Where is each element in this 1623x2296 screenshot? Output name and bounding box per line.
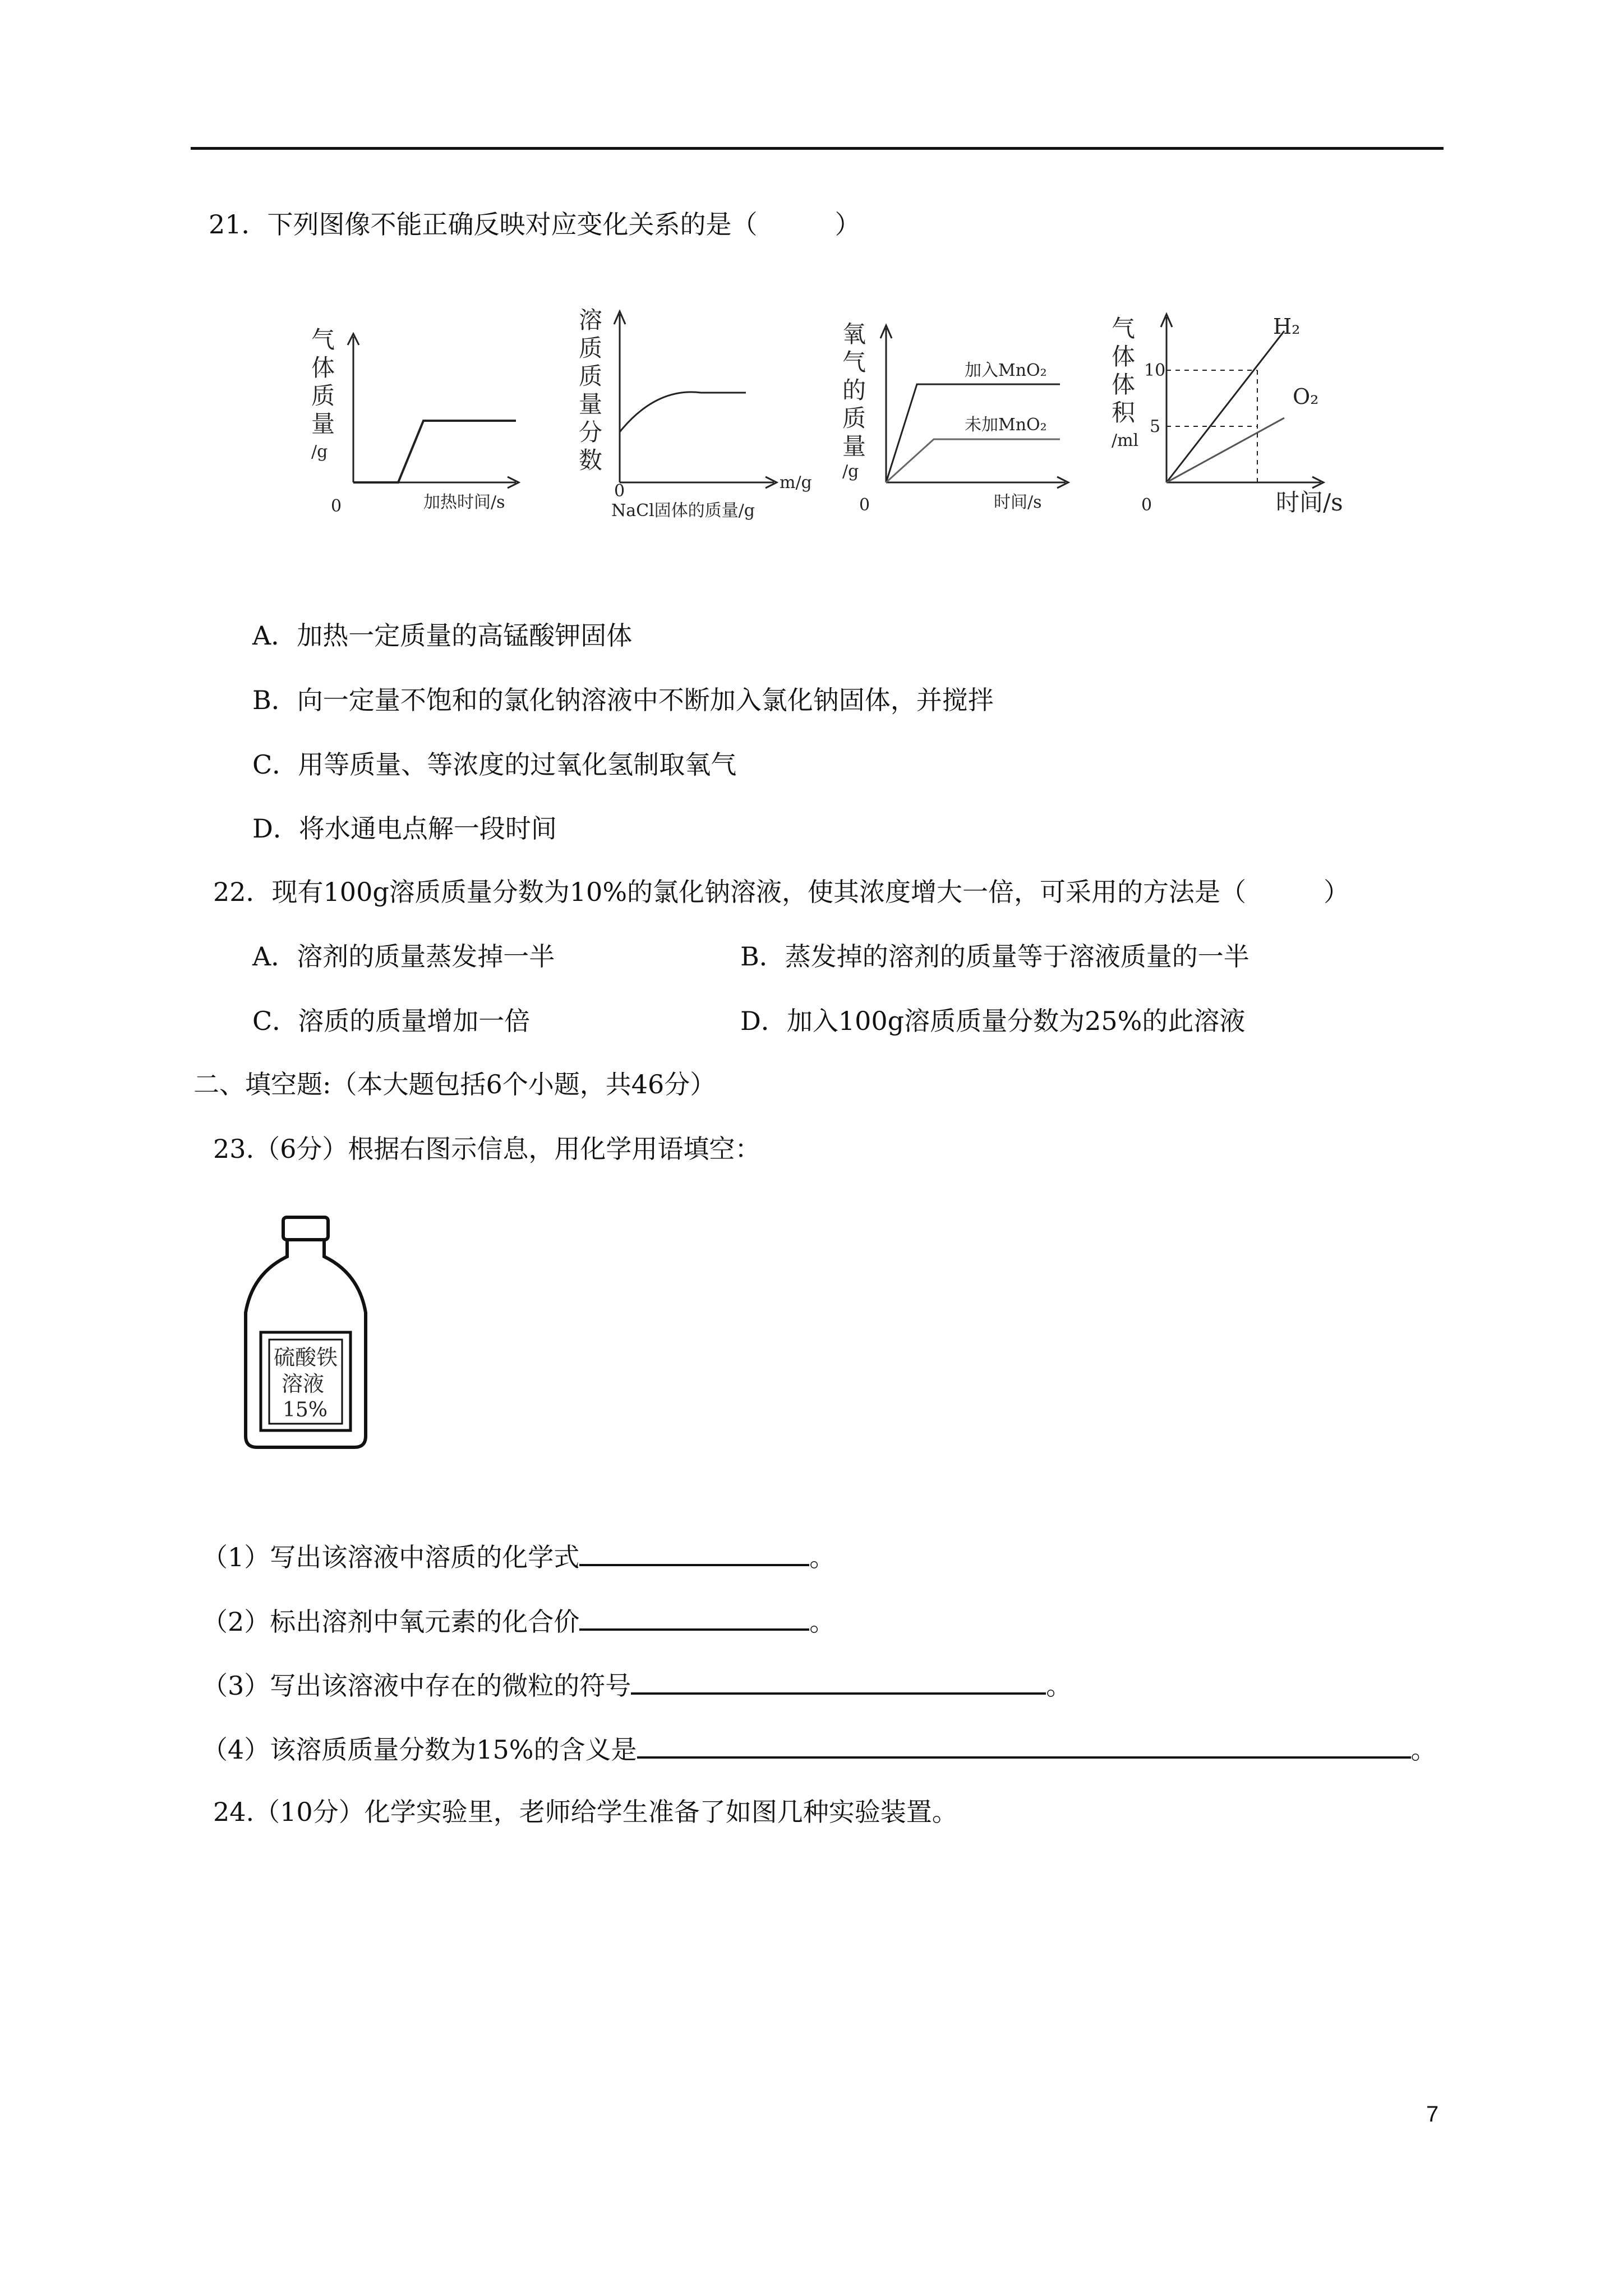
q23-item-3 — [202, 1668, 1072, 1703]
graph-4-origin: 0 — [1141, 495, 1152, 515]
q23-item-3-text: （3）写出该溶液中存在的微粒的符号 — [202, 1671, 631, 1701]
q21-option-d: D．将水通电点解一段时间 — [252, 813, 557, 844]
graph-2-ylabel-2: 质 — [579, 334, 603, 362]
q22-option-b: B．蒸发掉的溶剂的质量等于溶液质量的一半 — [740, 941, 1249, 972]
graph-1-curve — [353, 421, 516, 482]
q21-graph-4 — [1105, 306, 1368, 527]
bottle-label-line-3: 15% — [283, 1398, 328, 1421]
graph-1-xlabel: 加热时间/s — [423, 493, 505, 512]
graph-2-ylabel-3: 质 — [579, 362, 603, 390]
q23-item-2-end: 。 — [809, 1607, 836, 1637]
bottle-label-line-1: 硫酸铁 — [274, 1345, 338, 1370]
graph-3-ylabel-3: 的 — [842, 376, 866, 404]
q22-option-a: A．溶剂的质量蒸发掉一半 — [252, 941, 555, 972]
graph-4-tick-10: 10 — [1144, 361, 1166, 380]
q23-answer-2-blank[interactable] — [579, 1604, 809, 1631]
page-number: 7 — [1426, 2102, 1439, 2127]
q22-option-d: D．加入100g溶质质量分数为25%的此溶液 — [740, 1006, 1246, 1036]
graph-1-ylabel-3: 质 — [311, 382, 335, 409]
graph-3-ylabel-1: 氧 — [842, 320, 866, 348]
graph-3-label-no-mno2: 未加MnO₂ — [965, 415, 1047, 435]
graph-3-xlabel: 时间/s — [994, 493, 1042, 512]
q23-answer-3-blank[interactable] — [631, 1668, 1046, 1695]
graph-3-ylabel-5: 量 — [842, 432, 866, 460]
q23-item-2-text: （2）标出溶剂中氧元素的化合价 — [202, 1607, 580, 1637]
graph-3-curve-no-mno2 — [886, 439, 1060, 482]
graph-4-xlabel: 时间/s — [1276, 489, 1343, 516]
graph-4-label-o2: O₂ — [1293, 384, 1319, 409]
q21-option-b: B．向一定量不饱和的氯化钠溶液中不断加入氯化钠固体，并搅拌 — [252, 685, 994, 715]
graph-3-ylabel-unit: /g — [842, 462, 859, 481]
graph-1-ylabel-2: 体 — [311, 354, 335, 381]
q23-item-1-end: 。 — [809, 1542, 836, 1572]
graph-3-ylabel-4: 质 — [842, 404, 866, 432]
graph-4-ylabel-unit: /ml — [1112, 431, 1139, 450]
q21-graph-2 — [572, 303, 830, 527]
graph-1-ylabel-1: 气 — [311, 326, 335, 353]
bottle-label-line-2: 溶液 — [282, 1372, 325, 1396]
q21-option-a: A．加热一定质量的高锰酸钾固体 — [252, 620, 633, 651]
q23-item-1-text: （1）写出该溶液中溶质的化学式 — [202, 1542, 580, 1572]
graph-1-origin: 0 — [331, 496, 342, 516]
graph-3-origin: 0 — [859, 495, 870, 515]
graph-2-ylabel-6: 数 — [579, 447, 603, 474]
q23-item-2 — [202, 1604, 835, 1639]
reagent-bottle — [236, 1206, 376, 1458]
q23-item-3-end: 。 — [1046, 1671, 1072, 1701]
graph-1-ylabel-4: 量 — [311, 410, 335, 438]
q23-item-1 — [202, 1539, 835, 1574]
q23-answer-1-blank[interactable] — [579, 1539, 809, 1566]
q21-graph-3 — [836, 311, 1082, 527]
q22-stem: 22．现有100g溶质质量分数为10%的氯化钠溶液，使其浓度增大一倍，可采用的方法是（ ） — [213, 877, 1350, 907]
q23-answer-4-blank[interactable] — [637, 1732, 1411, 1759]
q24-stem: 24.（10分）化学实验里，老师给学生准备了如图几种实验装置。 — [213, 1797, 958, 1827]
q23-item-4-text: （4）该溶质质量分数为15%的含义是 — [202, 1734, 637, 1765]
header-rule — [191, 147, 1444, 150]
q21-option-c: C．用等质量、等浓度的过氧化氢制取氧气 — [252, 749, 737, 780]
graph-4-line-o2 — [1166, 418, 1284, 482]
graph-3-ylabel-2: 气 — [842, 348, 866, 376]
q22-option-c: C．溶质的质量增加一倍 — [252, 1006, 531, 1036]
graph-4-ylabel-4: 积 — [1112, 399, 1136, 426]
graph-4-ylabel-3: 体 — [1112, 371, 1136, 398]
graph-2-ylabel-5: 分 — [579, 418, 603, 446]
q23-stem: 23.（6分）根据右图示信息，用化学用语填空： — [213, 1134, 761, 1164]
q21-stem: 21．下列图像不能正确反映对应变化关系的是（ ） — [209, 209, 861, 240]
q21-graph-1 — [303, 314, 527, 527]
graph-2-origin: 0 — [614, 481, 625, 501]
graph-4-ylabel-2: 体 — [1112, 343, 1136, 370]
section-2-title: 二、填空题:（本大题包括6个小题，共46分） — [193, 1069, 716, 1099]
graph-2-ylabel-1: 溶 — [579, 306, 603, 334]
graph-2-curve — [620, 392, 746, 432]
q23-item-4-end: 。 — [1410, 1734, 1437, 1765]
graph-4-label-h2: H₂ — [1273, 314, 1301, 339]
graph-2-ylabel-4: 量 — [579, 390, 603, 418]
graph-2-xlabel: NaCl固体的质量/g — [611, 501, 755, 521]
graph-3-label-mno2: 加入MnO₂ — [965, 361, 1047, 380]
graph-2-xunit: m/g — [780, 473, 812, 493]
graph-4-line-h2 — [1166, 331, 1284, 482]
graph-4-tick-5: 5 — [1150, 417, 1161, 436]
graph-4-ylabel-1: 气 — [1112, 315, 1136, 342]
q23-item-4 — [202, 1732, 1437, 1766]
graph-1-ylabel-unit: /g — [311, 442, 328, 462]
